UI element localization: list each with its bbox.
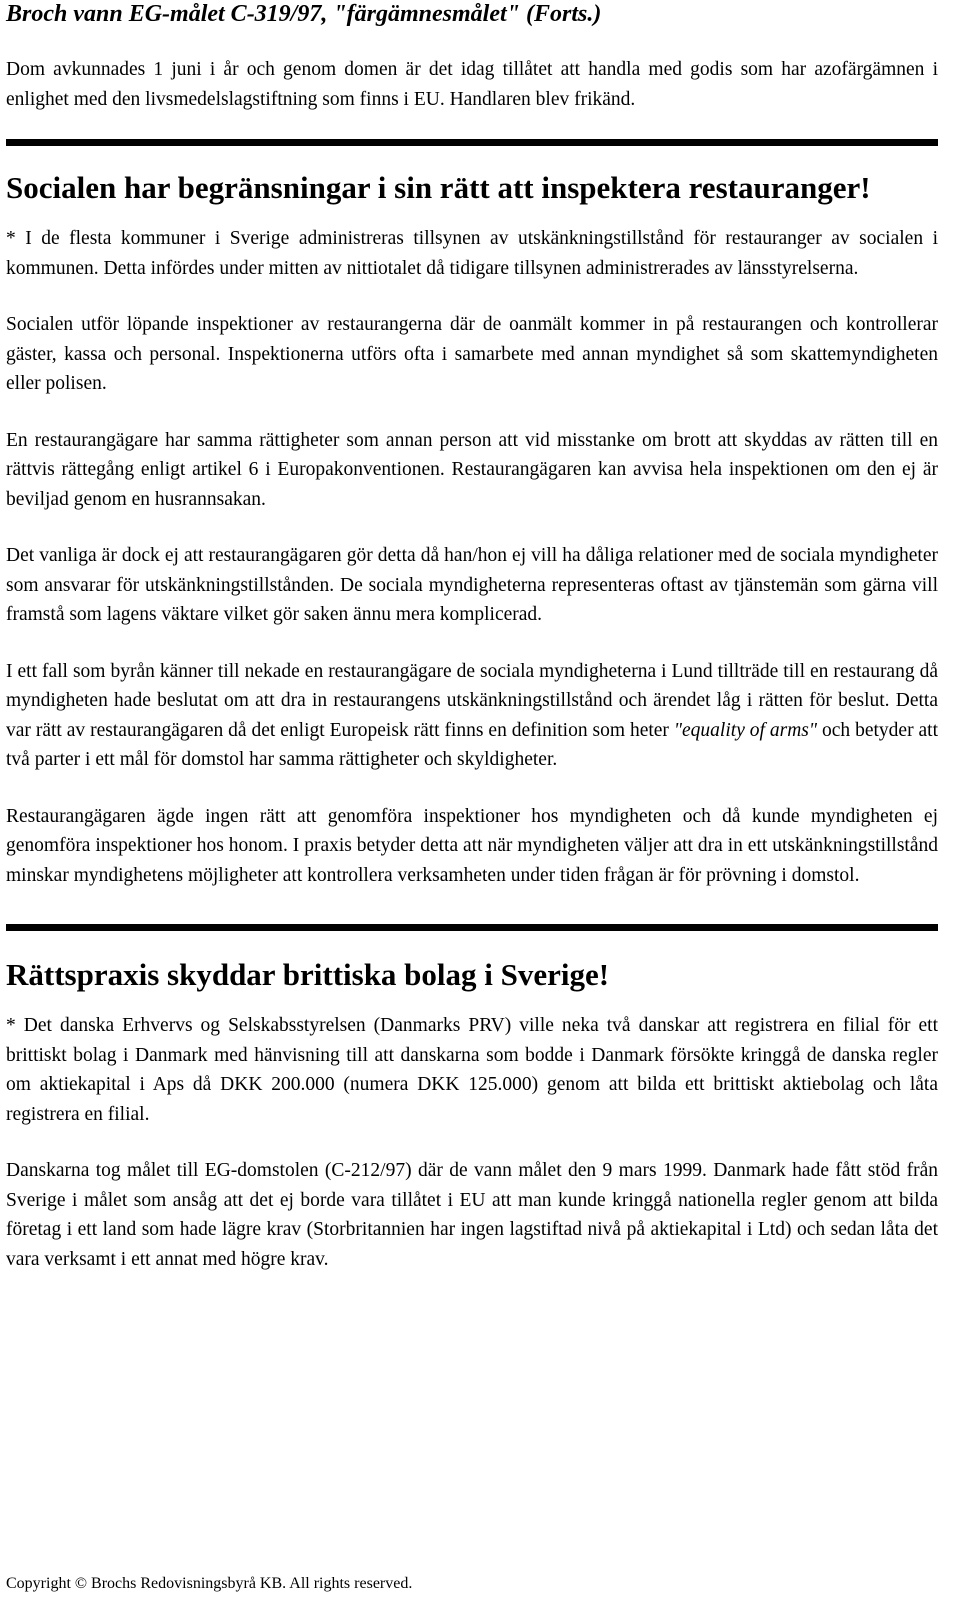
section-title-rattspraxis: Rättspraxis skyddar brittiska bolag i Sverige! (6, 957, 610, 992)
paragraph: Restaurangägaren ägde ingen rätt att genomföra inspektioner hos myndigheten och då kunde myndigheten ej genomföra inspektioner hos honom. I praxis betyder detta att när myndigheten väljer att dra in ett utskänkningstillstånd minskar myndighetens möjligheter att kontrollera verksamheten under tiden frågan är för prövning i domstol. (6, 805, 938, 886)
continuation-heading: Broch vann EG-målet C-319/97, "färgämnesmålet" (Forts.) (6, 1, 602, 27)
paragraph: Danskarna tog målet till EG-domstolen (C-212/97) där de vann målet den 9 mars 1999. Danmark hade fått stöd från Sverige i målet som ansåg att det ej borde vara tillåtet i EU att man kunde kringgå nationella regler genom att bilda företag i ett land som hade lägre krav (Storbritannien har ingen lagstiftad nivå på aktiekapital i Ltd) och sedan låta det vara verksamt i ett annat med högre krav. (6, 1160, 938, 1270)
copyright-footer: Copyright © Brochs Redovisningsbyrå KB. All rights reserved. (6, 1575, 413, 1592)
paragraph-equality-of-arms (6, 657, 938, 775)
intro-paragraph: Dom avkunnades 1 juni i år och genom domen är det idag tillåtet att handla med godis som har azofärgämnen i enlighet med den livsmedelslagstiftning som finns i EU. Handlaren blev frikänd. (6, 59, 938, 110)
paragraph: * Det danska Erhvervs og Selskabsstyrelsen (Danmarks PRV) ville neka två danskar att registrera en filial för ett brittiskt bolag i Danmark med hänvisning till att danskarna som bodde i Danmark försökte kringgå de danska regler om aktiekapital i Aps då DKK 200.000 (numera DKK 125.000) genom att bilda ett brittiskt aktiebolag och låta registrera en filial. (6, 1015, 938, 1125)
paragraph: Socialen utför löpande inspektioner av restaurangerna där de oanmält kommer in på restaurangen och kontrollerar gäster, kassa och personal. Inspektionerna utförs ofta i samarbete med annan myndighet så som skattemyndigheten eller polisen. (6, 314, 938, 394)
document-page (6, 0, 938, 1274)
paragraph: Det vanliga är dock ej att restaurangägaren gör detta då han/hon ej vill ha dåliga relationer med de sociala myndigheter som ansvarar för utskänkningstillstånden. De sociala myndigheterna representeras oftast av tjänstemän som gärna vill framstå som lagens väktare vilket gör saken ännu mera komplicerad. (6, 545, 938, 625)
paragraph: En restaurangägare har samma rättigheter som annan person att vid misstanke om brott att skyddas av rätten till en rättvis rättegång enligt artikel 6 i Europakonventionen. Restaurangägaren kan avvisa hela inspektionen om den ej är beviljad genom en husrannsakan. (6, 429, 938, 510)
section-title-socialen: Socialen har begränsningar i sin rätt att inspektera restauranger! (6, 170, 871, 205)
section-divider (6, 139, 938, 146)
paragraph-text: och betyder att två parter i ett mål för domstol har samma rättigheter och skyldigheter. (6, 719, 938, 770)
italic-term: "equality of arms" (673, 719, 818, 741)
section-divider (6, 924, 938, 931)
paragraph-text: I ett fall som byrån känner till nekade en restaurangägare de sociala myndigheterna i Lund tillträde till en restaurang då myndigheten hade beslutat om att dra in restaurangens utskänkningstillstånd och ärendet låg i rätten för beslut. Detta var rätt av restaurangägaren då det enligt Europeisk rätt finns en definition som heter (6, 660, 938, 741)
paragraph: * I de flesta kommuner i Sverige administreras tillsynen av utskänkningstillstånd för restauranger av socialen i kommunen. Detta infördes under mitten av nittiotalet då tidigare tillsynen administrerades av länsstyrelserna. (6, 228, 938, 279)
